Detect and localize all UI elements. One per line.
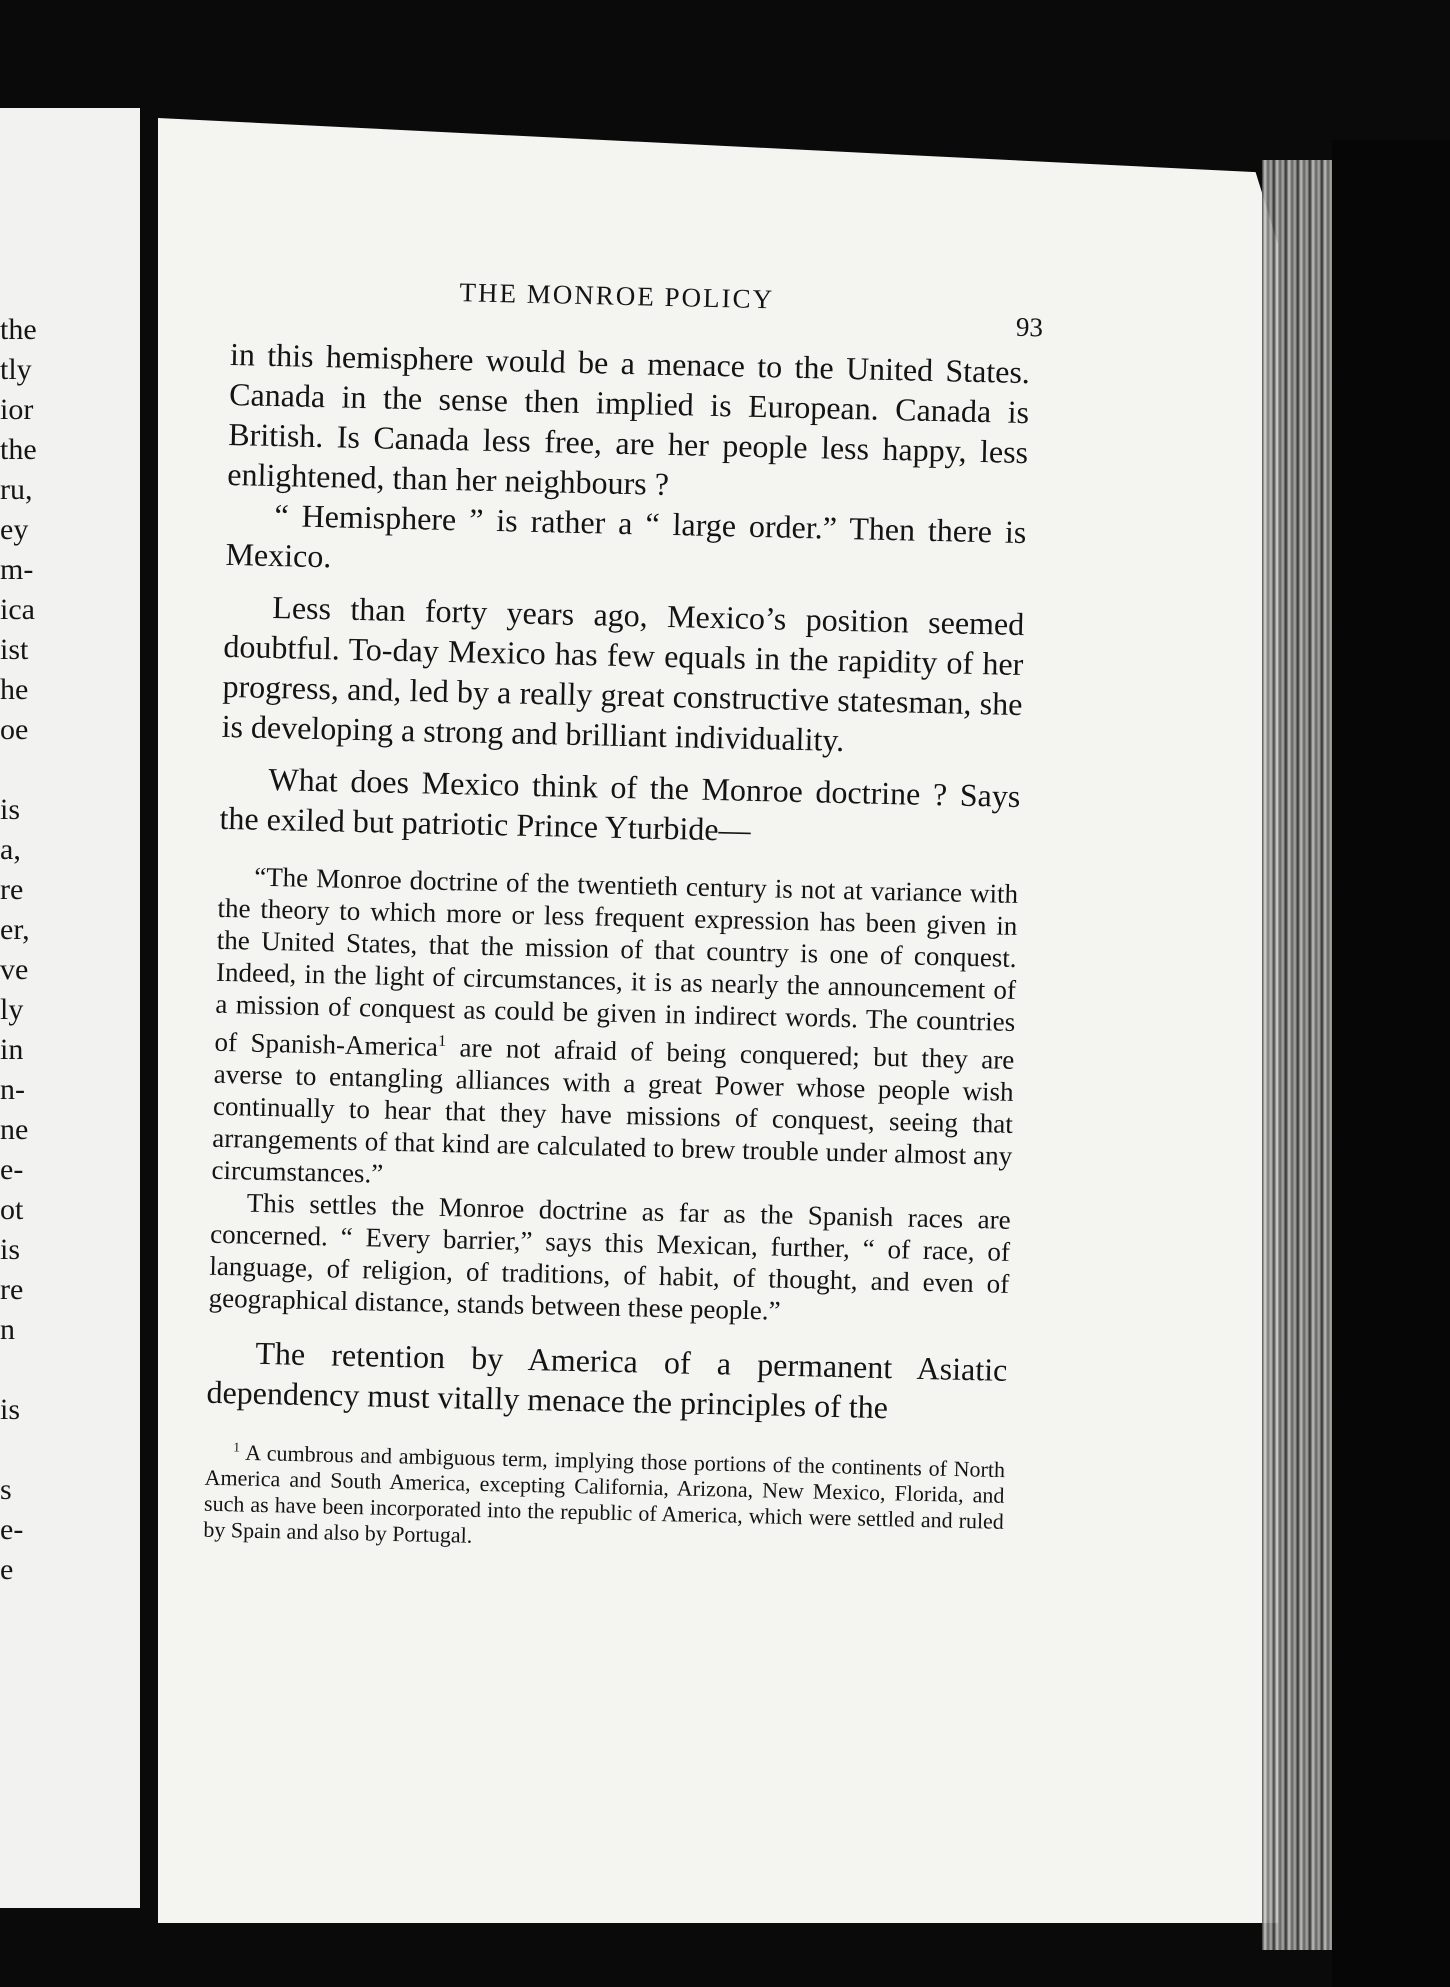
facing-page-fragment: re: [0, 1273, 24, 1306]
quote-paragraph: [211, 860, 1018, 1204]
facing-page-fragment: [0, 750, 130, 790]
page-number: 93: [1015, 311, 1044, 343]
facing-page-fragment: ot: [0, 1193, 24, 1226]
facing-page-fragment: ior: [0, 393, 34, 426]
paragraph-4: What does Mexico think of the Monroe doctrine ? Says the exiled but patriotic Prince Yturbide—: [219, 760, 1021, 848]
book-gutter: [140, 108, 158, 1928]
page-text-block: [203, 272, 1044, 1561]
facing-page-fragment: e-: [0, 1153, 24, 1186]
facing-page-fragment: the: [0, 313, 37, 346]
facing-page-fragment: he: [0, 673, 29, 706]
footnote: [203, 1434, 1005, 1561]
facing-page-fragment: ru,: [0, 473, 33, 506]
facing-page-fragment: [0, 1350, 130, 1390]
page-edges: [1262, 160, 1332, 1950]
paragraph-1: in this hemisphere would be a menace to the United States. Canada in the sense then implied is European. Canada is British. Is Canada less free, are her people less happy, less enlightened, than her neighbours ?: [227, 335, 1031, 502]
facing-page-fragment: is: [0, 793, 21, 826]
quote-follow-paragraph: This settles the Monroe doctrine as far as the Spanish races are concerned. “ Every barrier,” says this Mexican, further, “ of race, of language, of religion, of traditions, of habit, of thought, and even of geographical distance, stands between these people.”: [208, 1187, 1012, 1326]
footnote-marker: 1: [233, 1439, 241, 1455]
facing-page-fragment: tly: [0, 353, 32, 386]
facing-page-fragment: n: [0, 1313, 15, 1346]
body-text: [219, 334, 1030, 856]
facing-page-fragment: ne: [0, 1113, 29, 1146]
facing-page-fragment: ist: [0, 633, 29, 666]
block-quote: [208, 860, 1018, 1332]
facing-page-text-fragments: [0, 310, 130, 1590]
facing-page-fragment: a,: [0, 833, 21, 866]
quote-text-part-1: “The Monroe doctrine of the twentieth century is not at variance with the theory to which more or less frequent expression has been given in the United States, that the mission of that country is one of conquest. Indeed, in the light of circumstances, it is as nearly the announcement of a mission of conquest as could be given in indirect words. The countries of Spanish-America: [214, 861, 1019, 1062]
background-right: [1332, 140, 1450, 1987]
facing-page-fragment: the: [0, 433, 37, 466]
closing-text: [206, 1332, 1008, 1430]
facing-page-fragment: oe: [0, 713, 29, 746]
facing-page-fragment: ly: [0, 993, 24, 1026]
facing-page-fragment: er,: [0, 913, 30, 946]
facing-page-fragment: s: [0, 1473, 12, 1506]
facing-page-fragment: is: [0, 1393, 21, 1426]
facing-page-fragment: re: [0, 873, 24, 906]
facing-page-fragment: m-: [0, 553, 34, 586]
facing-page-fragment: e-: [0, 1513, 24, 1546]
facing-page-fragment: e: [0, 1553, 14, 1586]
facing-page-fragment: ica: [0, 593, 35, 626]
facing-page-fragment: in: [0, 1033, 24, 1066]
facing-page-fragment: ve: [0, 953, 29, 986]
closing-paragraph: The retention by America of a permanent Asiatic dependency must vitally menace the principles of the: [206, 1334, 1008, 1426]
paragraph-2: “ Hemisphere ” is rather a “ large order.” Then there is Mexico.: [225, 497, 1027, 575]
facing-page-fragment: [0, 1430, 130, 1470]
running-title: THE MONROE POLICY: [459, 277, 775, 315]
paragraph-3: Less than forty years ago, Mexico’s position seemed doubtful. To-day Mexico has few equals in the rapidity of her progress, and, led by a really great constructive statesman, she is developing a strong and brilliant individuality.: [221, 589, 1025, 759]
footnote-reference: 1: [437, 1031, 447, 1051]
footnote-text: A cumbrous and ambiguous term, implying those portions of the continents of North America and South America, excepting California, Arizona, New Mexico, Florida, and such as have been incorporated into the republic of America, which were settled and ruled by Spain and also by Portugal.: [203, 1439, 1006, 1549]
facing-page-fragment: ey: [0, 513, 29, 546]
facing-page-fragment: n-: [0, 1073, 25, 1106]
facing-page-fragment: is: [0, 1233, 21, 1266]
quote-text-part-2: are not afraid of being conquered; but they are averse to entangling alliances with a great Power whose people wish continually to hear that they have missions of conquest, seeing that arrangements of that kind are calculated to brew trouble under almost any circumstances.”: [211, 1032, 1015, 1189]
